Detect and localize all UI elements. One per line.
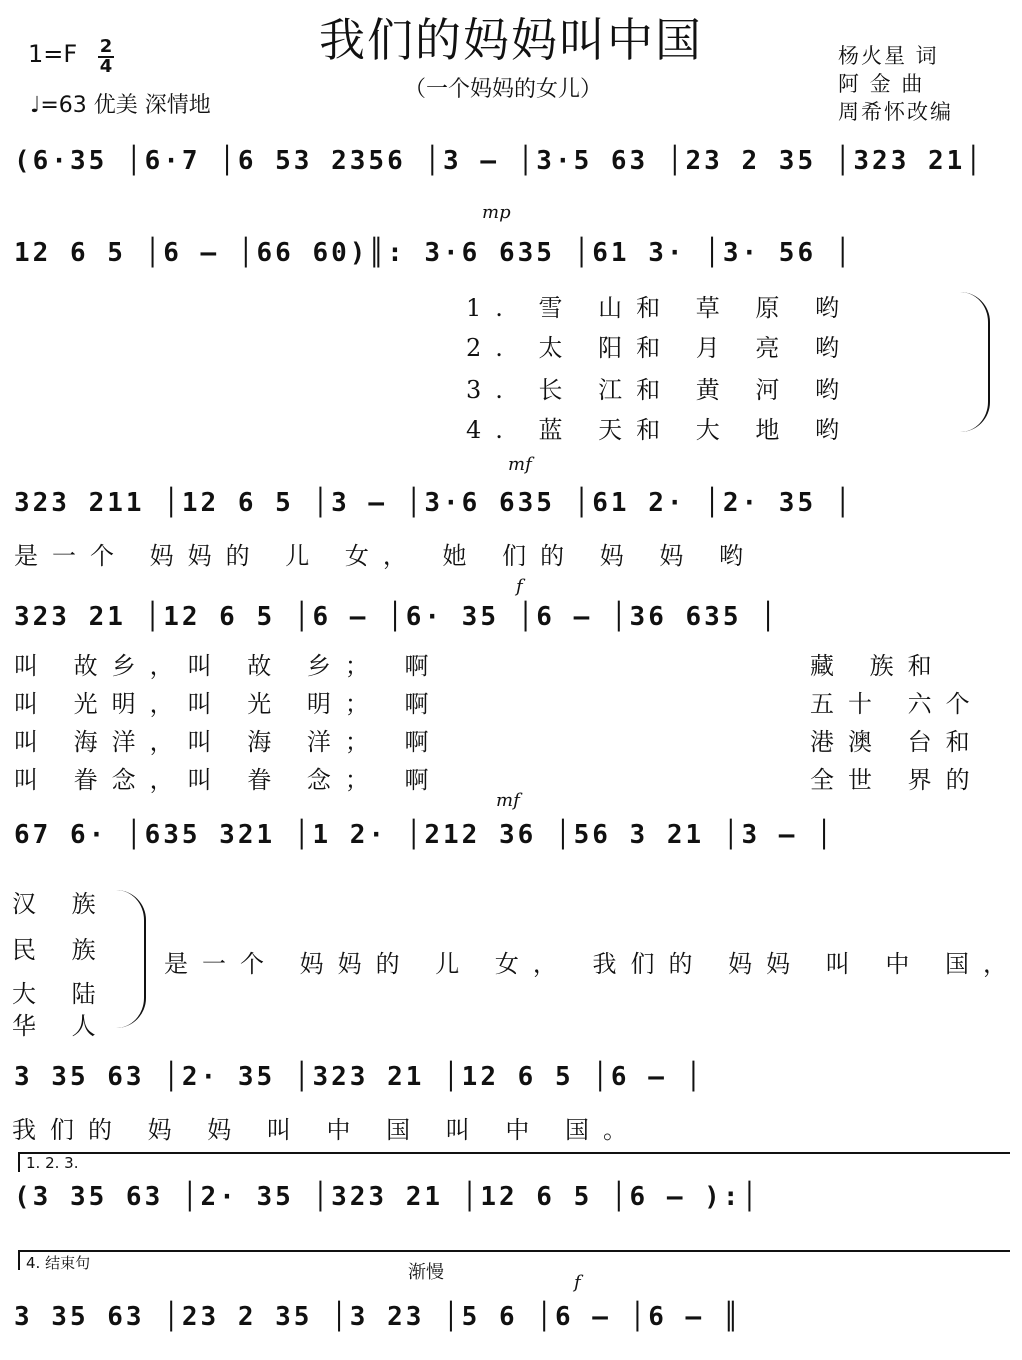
- lyric-line-4d-end: 全世 界的: [810, 766, 984, 794]
- score-row-7: [10, 1168, 1010, 1240]
- dynamic-mf-1: mf: [508, 454, 532, 475]
- lyric-verse-3: 3. 长 江和 黄 河 哟: [466, 376, 854, 404]
- credit-arranger: 周希怀改编: [838, 100, 953, 124]
- credit-lyricist: 杨火星 词: [838, 44, 939, 68]
- line-5-brace: [116, 890, 146, 1028]
- volta-ending: 4. 结束句: [18, 1250, 1010, 1270]
- lyric-line-4a-end: 藏 族和: [810, 652, 946, 680]
- lyric-line-5-left-1: 汉 族: [12, 890, 110, 918]
- lyric-line-4b: 叫 光明，叫 光 明； 啊: [14, 690, 443, 718]
- notes-row-3: 323 211 │12 6 5 │3 – │3·6 635 │61 2· │2· 35 │: [14, 488, 854, 518]
- lyric-line-5-left-3: 大 陆: [12, 980, 110, 1008]
- verse-brace: [958, 292, 990, 432]
- dynamic-mp: mp: [482, 202, 511, 223]
- lyric-verse-1: 1. 雪 山和 草 原 哟: [466, 294, 854, 322]
- time-top: 2: [99, 36, 113, 57]
- notes-row-8: 3 35 63 │23 2 35 │3 23 │5 6 │6 – │6 – ║: [14, 1302, 742, 1332]
- time-bottom: 4: [99, 56, 113, 77]
- score-row-5: [10, 806, 1010, 878]
- score-row-2: [10, 224, 1010, 296]
- tempo-marking: ♩=63 优美 深情地: [30, 93, 211, 118]
- notes-row-2: 12 6 5 │6 – │66 60)║: 3·6 635 │61 3· │3· 56 │: [14, 238, 854, 268]
- dynamic-f-2: f: [574, 1272, 581, 1293]
- subtitle: （一个妈妈的女儿）: [404, 77, 603, 102]
- lyric-verse-4: 4. 蓝 天和 大 地 哟: [466, 416, 854, 444]
- lyric-line-5-left-2: 民 族: [12, 936, 110, 964]
- lyric-line-5-main: 是一个 妈妈的 儿 女， 我们的 妈妈 叫 中 国，: [164, 950, 1022, 978]
- lyric-line-3: 是一个 妈妈的 儿 女， 她 们的 妈 妈 哟: [14, 542, 758, 570]
- notes-row-1: (6·35 │6·7 │6 53 2356 │3 – │3·5 63 │23 2 35 │323 21│: [14, 146, 984, 176]
- volta-first-ending: 1. 2. 3.: [18, 1152, 1010, 1172]
- notes-row-5: 67 6· │635 321 │1 2· │212 36 │56 3 21 │3 – │: [14, 820, 835, 850]
- key-signature: 1=F: [28, 40, 78, 68]
- lyric-line-5-left-4: 华 人: [12, 1012, 110, 1040]
- lyric-line-4d: 叫 眷念，叫 眷 念； 啊: [14, 766, 443, 794]
- tempo-rallentando: 渐慢: [408, 1262, 444, 1283]
- dynamic-f-1: f: [516, 576, 523, 597]
- time-signature: [98, 38, 114, 76]
- lyric-line-4b-end: 五十 六个: [810, 690, 984, 718]
- lyric-line-4a: 叫 故乡，叫 故 乡； 啊: [14, 652, 443, 680]
- credit-composer: 阿 金 曲: [838, 72, 925, 96]
- notes-row-6: 3 35 63 │2· 35 │323 21 │12 6 5 │6 – │: [14, 1062, 705, 1092]
- lyric-line-4c-end: 港澳 台和: [810, 728, 984, 756]
- dynamic-mf-2: mf: [496, 790, 520, 811]
- score-row-8: [10, 1288, 1010, 1360]
- notes-row-7: (3 35 63 │2· 35 │323 21 │12 6 5 │6 – ):│: [14, 1182, 761, 1212]
- lyric-verse-2: 2. 太 阳和 月 亮 哟: [466, 334, 854, 362]
- lyric-line-6: 我们的 妈 妈 叫 中 国 叫 中 国。: [12, 1116, 642, 1144]
- lyric-line-4c: 叫 海洋，叫 海 洋； 啊: [14, 728, 443, 756]
- page-title: 我们的妈妈叫中国: [319, 13, 703, 67]
- notes-row-4: 323 21 │12 6 5 │6 – │6· 35 │6 – │36 635 │: [14, 602, 779, 632]
- score-row-1: [10, 132, 1010, 204]
